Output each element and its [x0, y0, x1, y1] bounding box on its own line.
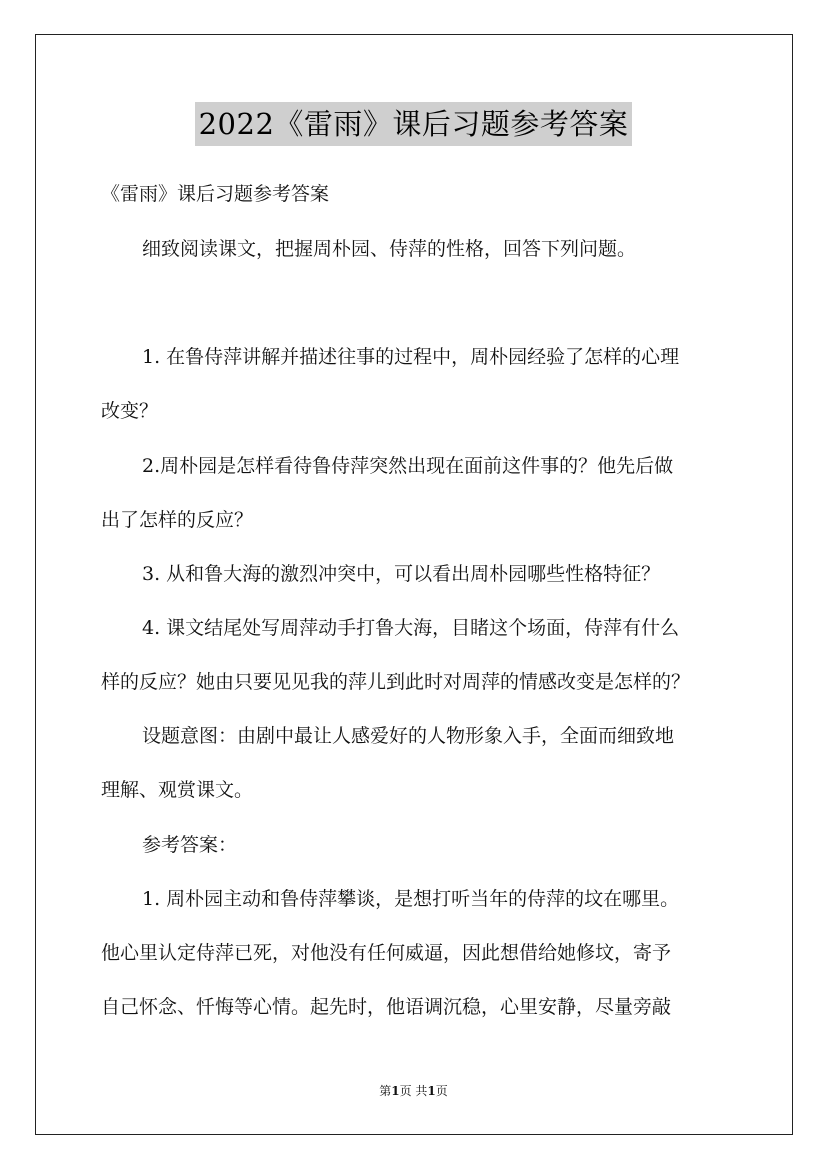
paragraph-line: 3. 从和鲁大海的激烈冲突中，可以看出周朴园哪些性格特征？	[142, 563, 661, 585]
paragraph-line: 他心里认定侍萍已死，对他没有任何威逼，因此想借给她修坟，寄予	[101, 942, 672, 964]
footer-page-prefix: 第	[379, 1084, 392, 1098]
title-container	[0, 102, 827, 146]
paragraph-line: 2.周朴园是怎样看待鲁侍萍突然出现在面前这件事的？他先后做	[142, 455, 674, 477]
paragraph-line: 细致阅读课文，把握周朴园、侍萍的性格，回答下列问题。	[142, 238, 637, 260]
paragraph-line: 样的反应？她由只要见见我的萍儿到此时对周萍的情感改变是怎样的？	[101, 671, 691, 693]
paragraph-line: 出了怎样的反应？	[101, 509, 254, 531]
footer-page-mid: 页 共	[399, 1084, 428, 1098]
document-title: 2022《雷雨》课后习题参考答案	[195, 102, 633, 146]
paragraph-line: 1. 周朴园主动和鲁侍萍攀谈，是想打听当年的侍萍的坟在哪里。	[142, 888, 680, 910]
paragraph-line: 1. 在鲁侍萍讲解并描述往事的过程中，周朴园经验了怎样的心理	[142, 346, 680, 368]
document-subtitle: 《雷雨》课后习题参考答案	[101, 183, 330, 205]
footer-page-number: 1	[391, 1084, 400, 1098]
paragraph-line: 设题意图：由剧中最让人感爱好的人物形象入手，全面而细致地	[142, 725, 675, 747]
paragraph-line: 改变？	[101, 400, 159, 422]
footer-page-total: 1	[427, 1084, 436, 1098]
page-footer	[0, 1083, 827, 1099]
paragraph-line: 理解、观赏课文。	[101, 779, 254, 801]
paragraph-line: 4. 课文结尾处写周萍动手打鲁大海，目睹这个场面，侍萍有什么	[142, 617, 680, 639]
footer-page-suffix: 页	[435, 1084, 448, 1098]
paragraph-line: 参考答案：	[142, 834, 238, 856]
paragraph-line: 自己怀念、忏悔等心情。起先时，他语调沉稳，心里安静，尽量旁敲	[101, 996, 672, 1018]
